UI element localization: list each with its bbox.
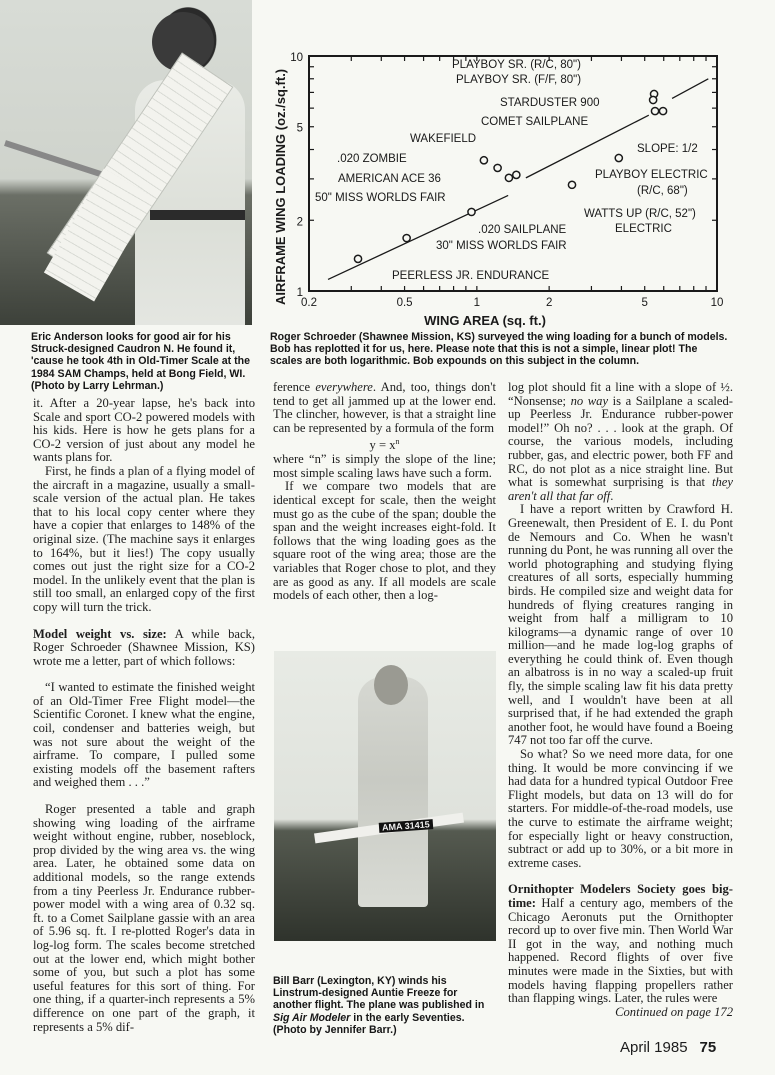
svg-text:.020 SAILPLANE: .020 SAILPLANE bbox=[478, 224, 567, 236]
issue-date: April 1985 bbox=[620, 1039, 688, 1056]
svg-text:PLAYBOY SR. (R/C, 80"): PLAYBOY SR. (R/C, 80") bbox=[452, 59, 581, 71]
svg-text:(R/C, 68"): (R/C, 68") bbox=[637, 185, 688, 197]
paragraph: it. After a 20-year lapse, he's back into Scale and sport CO-2 powered models with his kids. Here is how he gets plans for a CO-2 version of just about any model he wants plans for. bbox=[33, 396, 255, 465]
wing-loading-chart bbox=[255, 40, 735, 330]
person-head bbox=[374, 665, 408, 705]
y-axis-label: AIRFRAME WING LOADING (oz./sq.ft.) bbox=[273, 68, 288, 305]
column-3 bbox=[508, 381, 733, 1019]
column-1 bbox=[33, 397, 255, 1034]
svg-text:1: 1 bbox=[296, 287, 303, 299]
svg-text:ELECTRIC: ELECTRIC bbox=[615, 223, 672, 235]
svg-text:1: 1 bbox=[473, 297, 481, 309]
section-heading: Model weight vs. size: bbox=[33, 626, 167, 641]
ama-tag: AMA 31415 bbox=[379, 819, 433, 833]
svg-text:2: 2 bbox=[545, 297, 553, 309]
svg-text:WATTS UP (R/C, 52"): WATTS UP (R/C, 52") bbox=[584, 208, 696, 220]
paragraph: If we compare two models that are identical except for scale, then the weight must go as the cube of the span; double the span and the weight increases eight-fold. It follows that the wing loading goes as the square root of the wing area; those are the variables that Roger chose to plot, and they are as good as any. If all models are scale models of each other, then a log- bbox=[273, 479, 496, 603]
svg-text:0.2: 0.2 bbox=[301, 297, 317, 309]
svg-text:AMERICAN ACE 36: AMERICAN ACE 36 bbox=[338, 173, 441, 185]
svg-text:2: 2 bbox=[296, 216, 303, 229]
svg-text:0.5: 0.5 bbox=[396, 297, 413, 309]
svg-text:30" MISS WORLDS FAIR: 30" MISS WORLDS FAIR bbox=[436, 240, 567, 252]
paragraph: log plot should fit a line with a slope of ½. “Nonsense; no way is a Sailplane a scaled-up Peerless Jr. Endurance rubber-power model!” Oh no? . . . look at the graph. Of course, the various models, including rubber, gas, and electric power, both FF and RC, do not plot as a nice straight line. But what is somewhat surprising is that they aren't all that far off. bbox=[508, 380, 733, 503]
svg-text:PEERLESS JR. ENDURANCE: PEERLESS JR. ENDURANCE bbox=[392, 270, 550, 282]
svg-text:10: 10 bbox=[710, 297, 724, 309]
caption-chart: Roger Schroeder (Shawnee Mission, KS) surveyed the wing loading for a bunch of models. Bob has replotted it for us, here. Please note that this is not a simple, linear plot! The scales are both logarithmic. Bob expounds on this subject in the column. bbox=[270, 331, 728, 368]
svg-text:50" MISS WORLDS FAIR: 50" MISS WORLDS FAIR bbox=[315, 192, 446, 204]
svg-text:WAKEFIELD: WAKEFIELD bbox=[410, 133, 477, 145]
page-footer bbox=[620, 1039, 716, 1056]
svg-text:PLAYBOY ELECTRIC: PLAYBOY ELECTRIC bbox=[595, 169, 708, 181]
column-2 bbox=[273, 381, 496, 603]
person-belt bbox=[150, 210, 245, 220]
quote: “I wanted to estimate the finished weight of an Old-Timer Free Flight model—the Scientific Coronet. I knew what the engine, coil, condenser and batteries weigh, but was not sure about the weight of the airframe. To compare, I pulled some existing models off the basement rafters and weighed them . . .” bbox=[33, 680, 255, 790]
paragraph: So what? So we need more data, for one thing. It would be more convincing if we had data for a hundred typical Outdoor Free Flight models, but data on 13 will do for starters. For middle-of-the-road models, use the curve to estimate the airframe weight; for especially light or heavy construction, subtract or add up to 30%, or a bit more in extreme cases. bbox=[508, 747, 733, 870]
svg-text:5: 5 bbox=[296, 122, 303, 135]
formula: $y = x^n$ bbox=[369, 437, 400, 453]
svg-text:STARDUSTER 900: STARDUSTER 900 bbox=[500, 97, 600, 109]
svg-text:PLAYBOY SR. (F/F, 80"): PLAYBOY SR. (F/F, 80") bbox=[456, 74, 582, 86]
person-body bbox=[358, 677, 428, 907]
paragraph: Model weight vs. size: A while back, Roger Schroeder (Shawnee Mission, KS) wrote me a letter, part of which follows: bbox=[33, 626, 255, 668]
paragraph: Ornithopter Modelers Society goes big-time: Half a century ago, members of the Chicago Aeronuts put the Ornithopter record up to over five min. Then World War II got in the way, and nothing much happened. Record flights of over five minutes were made in the Sixties, but with models having flapping propellers rather than flapping wings. Later, the rules were bbox=[508, 882, 733, 1006]
continued-note: Continued on page 172 bbox=[615, 1004, 733, 1019]
photo-eric-anderson bbox=[0, 0, 252, 325]
svg-text:.020 ZOMBIE: .020 ZOMBIE bbox=[337, 153, 407, 165]
svg-text:10: 10 bbox=[290, 52, 303, 64]
page-number: 75 bbox=[699, 1039, 717, 1056]
svg-text:COMET SAILPLANE: COMET SAILPLANE bbox=[481, 116, 589, 128]
point-labels bbox=[315, 59, 708, 282]
paragraph: ference everywhere. And, too, things don't tend to get all jammed up at the lower end. The clincher, however, is that a straight line can be represented by a formula of the form bbox=[273, 380, 496, 435]
paragraph: I have a report written by Crawford H. Greenewalt, then President of E. I. du Pont de Nemours and Co. When he wasn't running du Pont, he was running all over the world photographing and studying flying creatures of all sorts, especially humming birds. He compiled size and weight data for hundreds of flying creatures ranging in weight from half a milligram to 10 kilograms—a dynamic range of over 10 million—and he made log-log graphs of everything he could think of. Even though an albatross is in no way a scaled-up fruit fly, the simple scaling law fit his data pretty well, and I wouldn't have been at all surprised that, if he had extended the graph another foot, he would have found a Boeing 747 not too far off the curve. bbox=[508, 502, 733, 748]
paragraph: Roger presented a table and graph showing wing loading of the airframe weight without engine, rubber, noseblock, prop divided by the wing area vs. the wing area. Later, he obtained some data on additional models, so the range extends from a tiny Peerless Jr. Endurance rubber-power model with a wing area of 0.32 sq. ft. to a Comet Sailplane gassie with an area of 5.96 sq. ft. I re-plotted Roger's data in log-log form. The scales become stretched out at the lower end, which might bother some of you, but such a plot has some useful features for this sort of thing. For one thing, if a quarter-inch represents a 5% difference on one part of the graph, it represents a 5% dif- bbox=[33, 802, 255, 1034]
svg-text:SLOPE: 1/2: SLOPE: 1/2 bbox=[637, 143, 698, 155]
caption-eric-anderson: Eric Anderson looks for good air for his Struck-designed Caudron N. He found it, 'cause he took 4th in Old-Timer Scale at the 1984 SAM Champs, held at Bong Field, WI. (Photo by Larry Lehrman.) bbox=[31, 331, 250, 392]
paragraph: where “n” is simply the slope of the line; most simple scaling laws have such a form. bbox=[273, 452, 496, 480]
section-heading: Ornithopter Modelers Society goes big-time: bbox=[508, 882, 733, 910]
caption-bill-barr: Bill Barr (Lexington, KY) winds his Linstrum-designed Auntie Freeze for another flight. The plane was published in Sig Air Modeler in the early Seventies. (Photo by Jennifer Barr.) bbox=[273, 975, 485, 1036]
x-axis-label: WING AREA (sq. ft.) bbox=[424, 313, 546, 328]
photo-bill-barr bbox=[274, 651, 496, 941]
svg-text:5: 5 bbox=[641, 297, 648, 309]
paragraph: First, he finds a plan of a flying model of the aircraft in a magazine, usually a small-scale version of the actual plan. He takes that to his local copy center where they have a copier that enlarges to 148% of the original size. (The machine says it enlarges to 164%, but it lies!) The copy usually comes out just the right size for a CO-2 model. In the unlikely event that the plan is still too small, an enlarged copy of the first copy will turn the trick. bbox=[33, 463, 255, 614]
